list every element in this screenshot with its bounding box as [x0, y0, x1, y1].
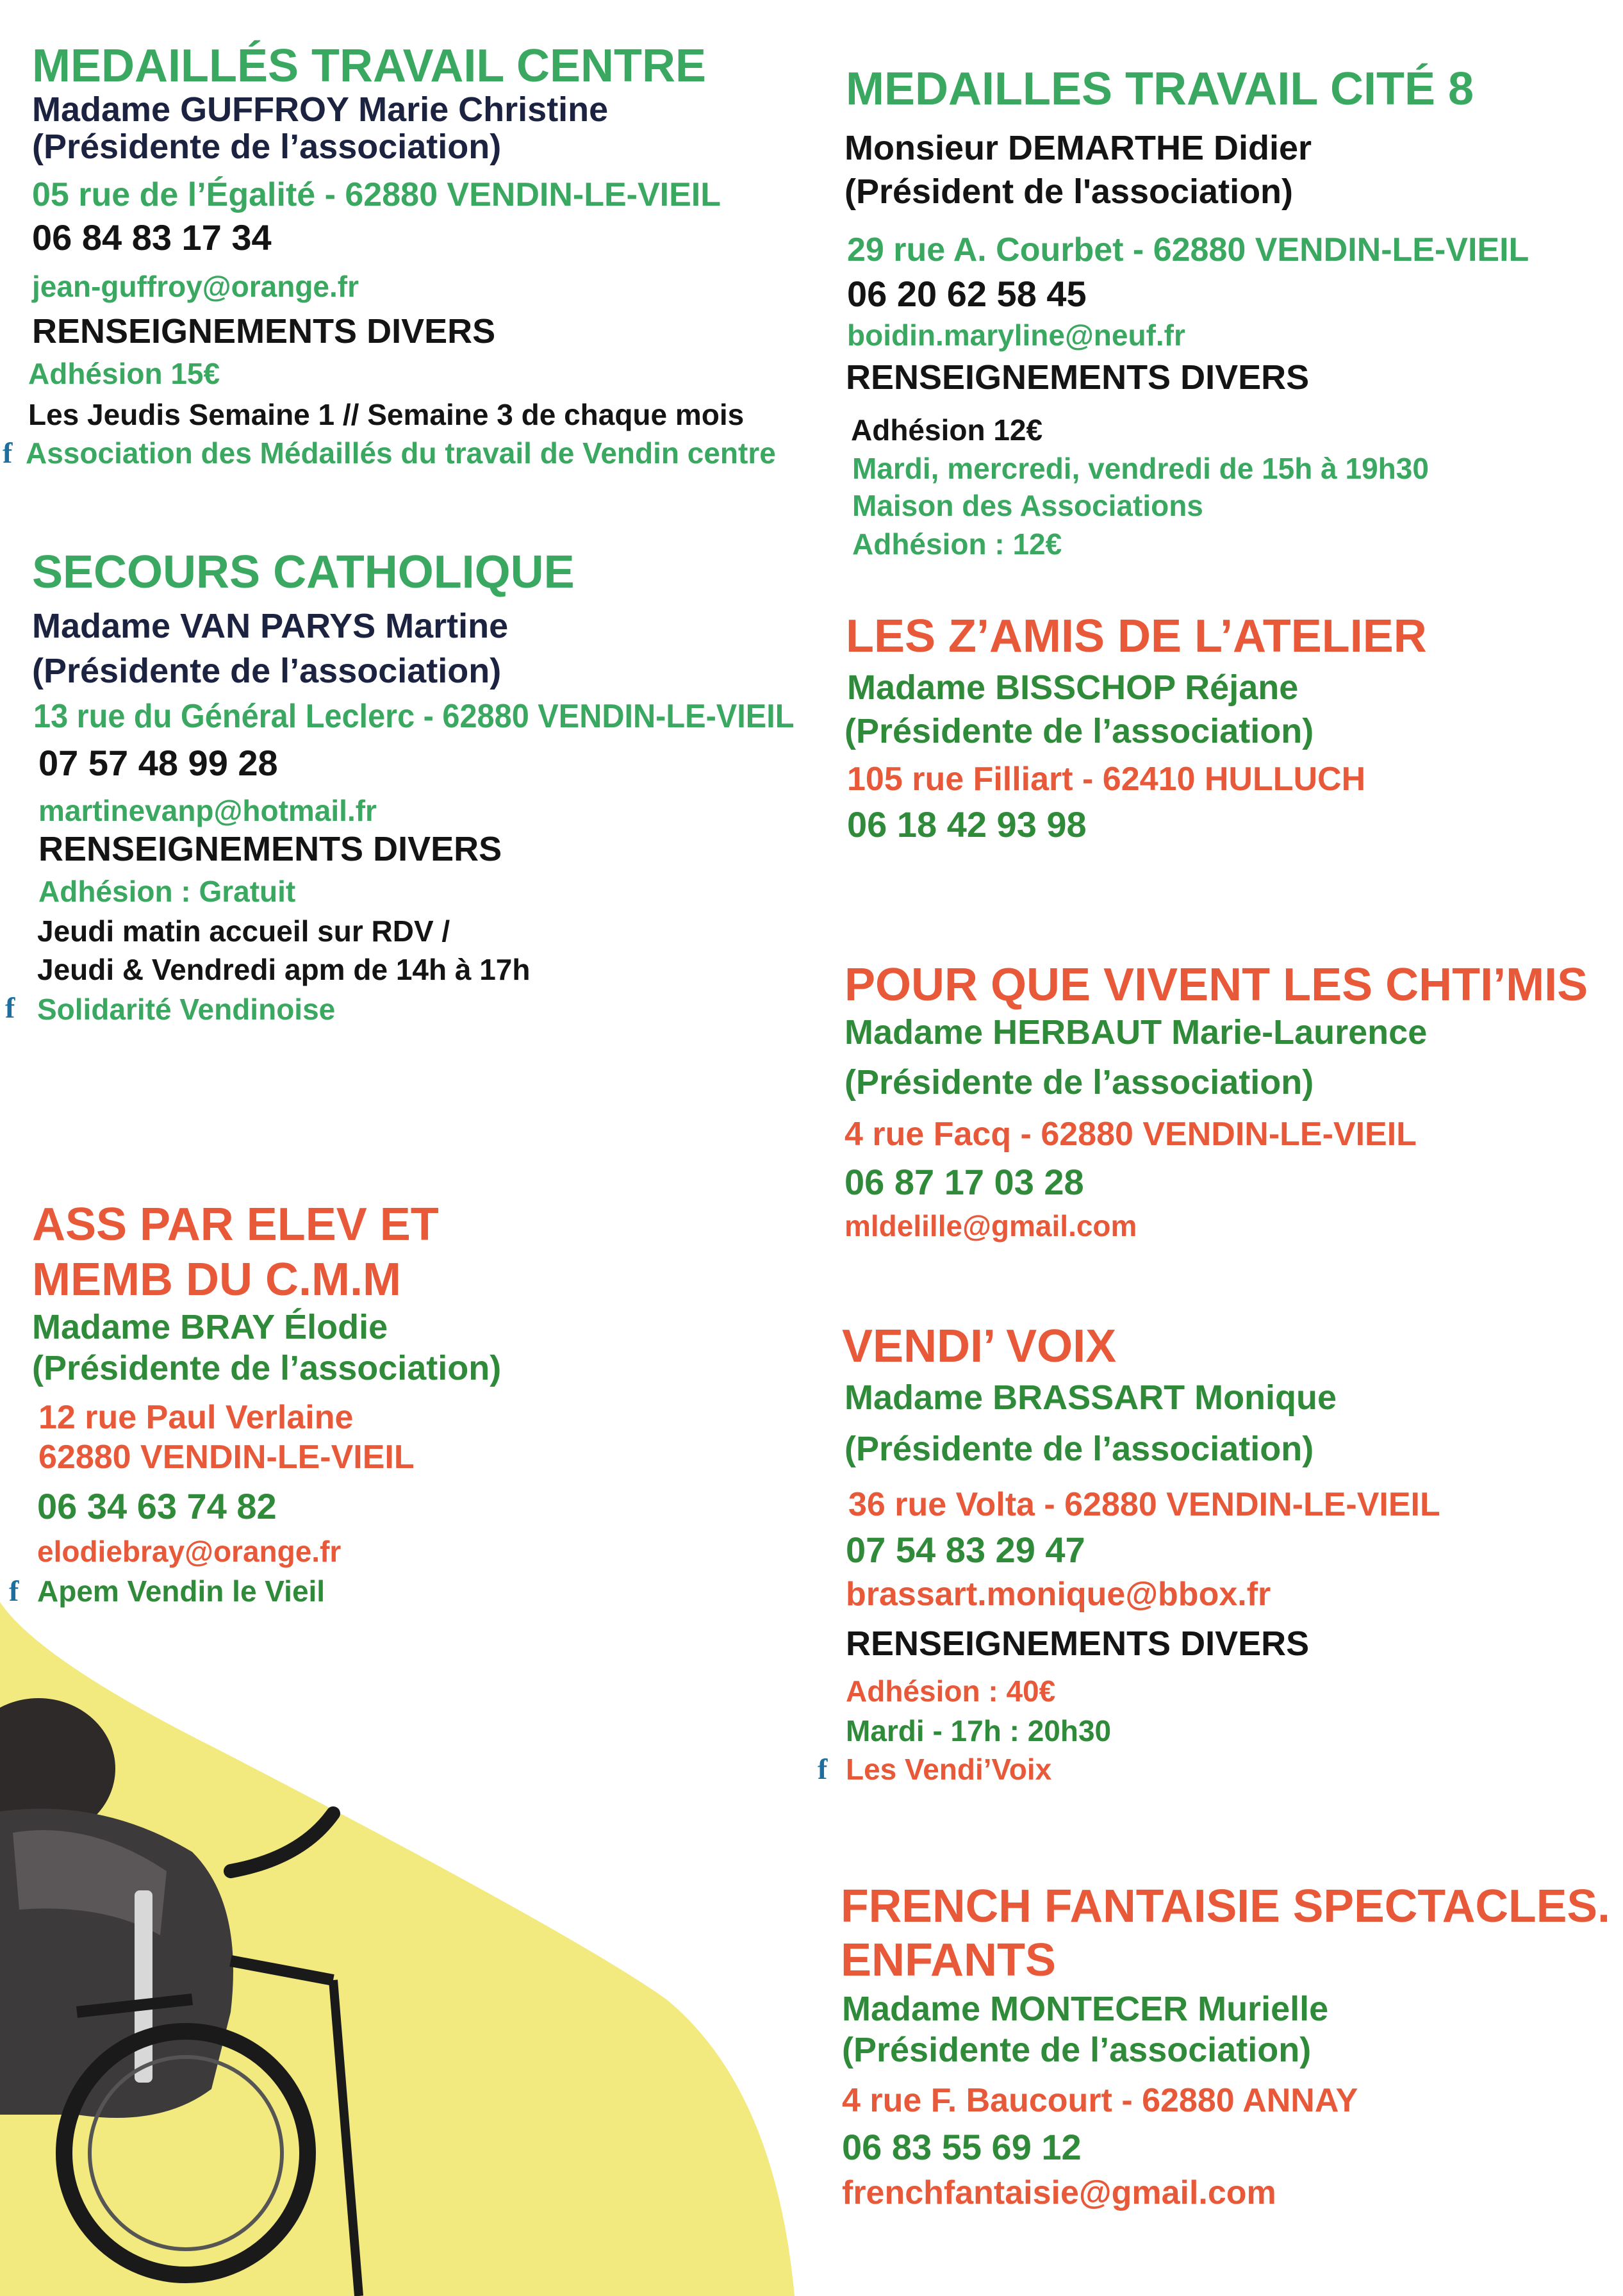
facebook-page-link[interactable]: Apem Vendin le Vieil [37, 1574, 325, 1608]
facebook-page-link[interactable]: Association des Médaillés du travail de Vendin centre [26, 436, 776, 470]
association-title: POUR QUE VIVENT LES CHTI’MIS [844, 959, 1588, 1011]
email-link[interactable]: brassart.monique@bbox.fr [846, 1576, 1271, 1613]
email-link[interactable]: martinevanp@hotmail.fr [38, 794, 377, 827]
address: 105 rue Filliart - 62410 HULLUCH [847, 761, 1366, 798]
info-label: RENSEIGNEMENTS DIVERS [32, 312, 496, 351]
association-title: VENDI’ VOIX [842, 1321, 1117, 1372]
president-name: Madame GUFFROY Marie Christine [32, 90, 609, 129]
location: Maison des Associations [852, 489, 1203, 522]
email-link[interactable]: elodiebray@orange.fr [37, 1535, 342, 1568]
association-title: MEDAILLES TRAVAIL CITÉ 8 [846, 63, 1474, 115]
phone-number: 06 34 63 74 82 [37, 1486, 277, 1526]
president-role: (Présidente de l’association) [842, 2031, 1312, 2069]
president-role: (Présidente de l’association) [32, 652, 502, 690]
association-title-line-2: MEMB DU C.M.M [32, 1254, 401, 1305]
president-name: Madame BRAY Élodie [32, 1308, 388, 1346]
phone-number: 06 83 55 69 12 [842, 2127, 1082, 2167]
phone-number: 07 57 48 99 28 [38, 743, 278, 783]
schedule: Mardi - 17h : 20h30 [846, 1714, 1112, 1747]
association-title: LES Z’AMIS DE L’ATELIER [846, 611, 1427, 662]
association-title-line-1: FRENCH FANTAISIE SPECTACLES. [841, 1881, 1610, 1932]
info-label: RENSEIGNEMENTS DIVERS [846, 358, 1310, 397]
address-line-2: 62880 VENDIN-LE-VIEIL [38, 1439, 415, 1476]
address: 4 rue Facq - 62880 VENDIN-LE-VIEIL [844, 1116, 1417, 1153]
membership-fee: Adhésion : Gratuit [38, 875, 296, 908]
phone-number: 06 20 62 58 45 [847, 274, 1087, 314]
president-role: (Présidente de l’association) [844, 712, 1314, 750]
facebook-page-link[interactable]: Les Vendi’Voix [846, 1753, 1052, 1786]
address: 36 rue Volta - 62880 VENDIN-LE-VIEIL [848, 1486, 1440, 1523]
association-title-line-2: ENFANTS [841, 1935, 1057, 1986]
president-name: Monsieur DEMARTHE Didier [844, 129, 1312, 167]
info-label: RENSEIGNEMENTS DIVERS [846, 1624, 1310, 1663]
president-name: Madame BISSCHOP Réjane [847, 668, 1299, 707]
address: 05 rue de l’Égalité - 62880 VENDIN-LE-VIEIL [32, 176, 721, 213]
president-role: (Présidente de l’association) [32, 128, 502, 166]
association-title: MEDAILLÉS TRAVAIL CENTRE [32, 40, 707, 92]
membership-fee: Adhésion 12€ [851, 413, 1043, 447]
schedule-line-2: Jeudi & Vendredi apm de 14h à 17h [37, 953, 531, 986]
membership-fee: Adhésion : 40€ [846, 1674, 1056, 1708]
address: 4 rue F. Baucourt - 62880 ANNAY [842, 2082, 1358, 2119]
address-line-1: 12 rue Paul Verlaine [38, 1399, 354, 1436]
email-link[interactable]: mldelille@gmail.com [844, 1209, 1137, 1243]
president-role: (Présidente de l’association) [32, 1349, 502, 1387]
association-title-line-1: ASS PAR ELEV ET [32, 1199, 439, 1250]
email-link[interactable]: jean-guffroy@orange.fr [32, 270, 359, 303]
address: 29 rue A. Courbet - 62880 VENDIN-LE-VIEIL [847, 231, 1529, 268]
president-name: Madame HERBAUT Marie-Laurence [844, 1013, 1428, 1052]
facebook-icon: f [3, 436, 13, 469]
facebook-icon: f [818, 1753, 828, 1785]
schedule: Les Jeudis Semaine 1 // Semaine 3 de chaque mois [28, 398, 745, 431]
president-role: (Présidente de l’association) [844, 1430, 1314, 1468]
info-label: RENSEIGNEMENTS DIVERS [38, 830, 502, 868]
president-name: Madame BRASSART Monique [844, 1378, 1337, 1417]
phone-number: 07 54 83 29 47 [846, 1530, 1085, 1570]
membership-fee: Adhésion 15€ [28, 357, 220, 390]
president-role: (Présidente de l’association) [844, 1063, 1314, 1102]
phone-number: 06 87 17 03 28 [844, 1162, 1084, 1202]
association-title: SECOURS CATHOLIQUE [32, 547, 575, 598]
facebook-page-link[interactable]: Solidarité Vendinoise [37, 993, 336, 1026]
president-role: (Président de l'association) [844, 172, 1294, 211]
facebook-icon: f [5, 991, 15, 1024]
email-link[interactable]: frenchfantaisie@gmail.com [842, 2174, 1276, 2211]
yellow-decorative-shape [0, 1602, 795, 2296]
address: 13 rue du Général Leclerc - 62880 VENDIN-LE-VIEIL [33, 698, 795, 735]
email-link[interactable]: boidin.maryline@neuf.fr [847, 318, 1185, 352]
phone-number: 06 18 42 93 98 [847, 804, 1087, 845]
president-name: Madame VAN PARYS Martine [32, 607, 509, 645]
schedule-line-1: Jeudi matin accueil sur RDV / [37, 914, 450, 948]
president-name: Madame MONTECER Murielle [842, 1990, 1329, 2028]
phone-number: 06 84 83 17 34 [32, 217, 272, 258]
membership-fee-2: Adhésion : 12€ [852, 527, 1062, 561]
schedule: Mardi, mercredi, vendredi de 15h à 19h30 [852, 452, 1429, 485]
facebook-icon: f [9, 1574, 19, 1607]
